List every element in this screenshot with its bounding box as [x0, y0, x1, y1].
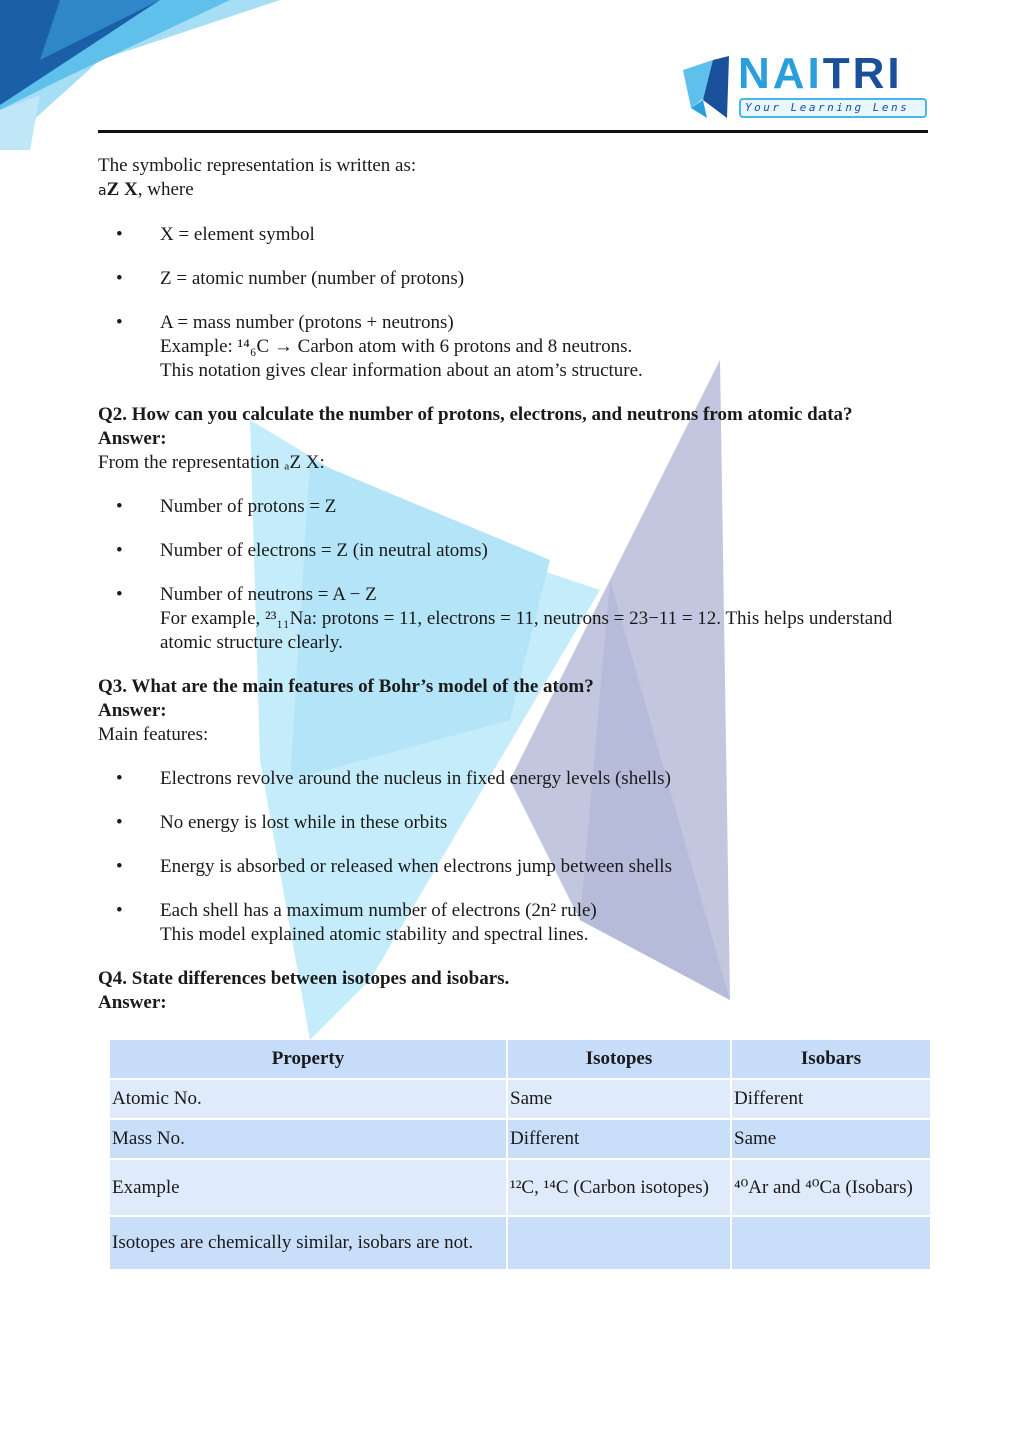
list-item-note: This model explained atomic stability and spectral lines.: [160, 924, 589, 945]
list-item-text: Number of electrons = Z (in neutral atoms): [160, 540, 488, 561]
table-cell: Same: [732, 1120, 930, 1158]
list-item-text: Z = atomic number (number of protons): [160, 268, 465, 289]
table-cell: [508, 1217, 730, 1269]
answer-label: Answer:: [98, 428, 167, 449]
answer-label: Answer:: [98, 700, 167, 721]
list-item: • Number of protons = Z: [116, 496, 337, 517]
table-cell: Different: [508, 1120, 730, 1158]
list-item: • Z = atomic number (number of protons): [116, 268, 465, 289]
table-cell: Atomic No.: [110, 1080, 506, 1118]
list-item: • Number of neutrons = A − Z For example, ²³₁₁Na: protons = 11, electrons = 11, neutrons = 23−11 = 12. This helps understand atomic structure clearly.: [116, 584, 893, 653]
table-cell: Mass No.: [110, 1120, 506, 1158]
question-q2: Q2. How can you calculate the number of protons, electrons, and neutrons from atomic data?: [98, 404, 853, 425]
brand-name-part1: NAI: [738, 49, 823, 98]
list-item: • Electrons revolve around the nucleus in fixed energy levels (shells): [116, 768, 671, 789]
table-cell: ⁴⁰Ar and ⁴⁰Ca (Isobars): [732, 1160, 930, 1215]
list-item: • A = mass number (protons + neutrons) Example: ¹⁴₆C → Carbon atom with 6 protons and 8 neutrons. This notation gives clear information about an atom’s structure.: [116, 312, 643, 381]
table-row: [110, 1217, 930, 1269]
question-q4: Q4. State differences between isotopes and isobars.: [98, 968, 510, 989]
list-item-text: Number of neutrons = A − Z: [160, 584, 377, 605]
table-row: [110, 1080, 930, 1118]
list-item: • Number of electrons = Z (in neutral atoms): [116, 540, 488, 561]
comparison-table: [108, 1038, 932, 1271]
table-cell: Example: [110, 1160, 506, 1215]
document-body: [98, 154, 928, 1015]
answer-intro: Main features:: [98, 724, 209, 745]
table-cell: Same: [508, 1080, 730, 1118]
list-item: • X = element symbol: [116, 224, 315, 245]
list-item-text: Each shell has a maximum number of electrons (2n² rule): [160, 900, 597, 921]
list-item-example: For example, ²³₁₁Na: protons = 11, electrons = 11, neutrons = 23−11 = 12. This helps understand atomic structure clearly.: [160, 608, 893, 653]
table-header: Property: [110, 1040, 506, 1078]
notation-list: [98, 223, 928, 383]
list-item-text: Electrons revolve around the nucleus in fixed energy levels (shells): [160, 768, 671, 789]
notation-prefix: a: [98, 183, 107, 199]
answer-intro: From the representation ₐZ X:: [98, 452, 325, 473]
list-item: • Each shell has a maximum number of electrons (2n² rule) This model explained atomic stability and spectral lines.: [116, 900, 597, 945]
table-header-row: [110, 1040, 930, 1078]
table-cell: ¹²C, ¹⁴C (Carbon isotopes): [508, 1160, 730, 1215]
brand-name-part2: TRI: [822, 49, 903, 98]
table-header: Isotopes: [508, 1040, 730, 1078]
corner-decoration: [0, 0, 300, 160]
notation-bold: Z X: [106, 179, 138, 200]
table-row: [110, 1120, 930, 1158]
list-item-example: Example: ¹⁴₆C → Carbon atom with 6 protons and 8 neutrons.: [160, 336, 633, 357]
list-item-text: Number of protons = Z: [160, 496, 337, 517]
table-cell: Isotopes are chemically similar, isobars are not.: [110, 1217, 506, 1269]
question-q3: Q3. What are the main features of Bohr’s model of the atom?: [98, 676, 594, 697]
brand-name: [738, 50, 903, 98]
list-item: • No energy is lost while in these orbits: [116, 812, 448, 833]
logo-mark-icon: [683, 56, 735, 118]
brand-logo: [683, 50, 933, 122]
notation-intro: The symbolic representation is written as:: [98, 155, 417, 176]
table-header: Isobars: [732, 1040, 930, 1078]
list-item-text: No energy is lost while in these orbits: [160, 812, 448, 833]
answer-label: Answer:: [98, 992, 167, 1013]
notation-line: [98, 178, 928, 203]
table-row: [110, 1160, 930, 1215]
list-item-text: X = element symbol: [160, 224, 315, 245]
list-item-note: This notation gives clear information about an atom’s structure.: [160, 360, 643, 381]
table-cell: [732, 1217, 930, 1269]
q3-list: [98, 767, 928, 947]
list-item-text: A = mass number (protons + neutrons): [160, 312, 454, 333]
q2-list: [98, 495, 928, 655]
header-divider: [98, 130, 928, 133]
table-cell: Different: [732, 1080, 930, 1118]
list-item: • Energy is absorbed or released when electrons jump between shells: [116, 856, 672, 877]
list-item-text: Energy is absorbed or released when electrons jump between shells: [160, 856, 672, 877]
brand-tagline: Your Learning Lens: [739, 98, 927, 118]
notation-suffix: , where: [137, 179, 194, 200]
